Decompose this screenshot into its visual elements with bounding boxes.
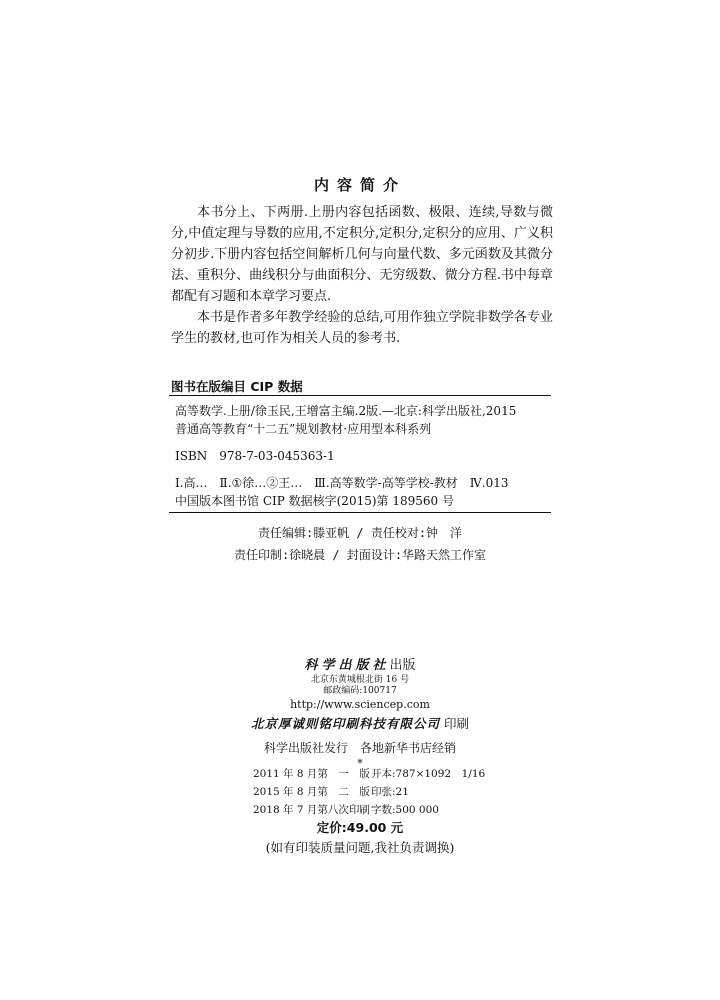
edition-spec: 字数:500 000 (371, 804, 439, 816)
cip-heading: 图书在版编目 CIP 数据 (171, 379, 303, 394)
price: 定价:49.00 元 (316, 820, 404, 835)
edition-spec: 开本:787×1092 1/16 (371, 768, 486, 780)
intro-paragraph: 本书分上、下两册.上册内容包括函数、极限、连续,导数与微分,中值定理与导数的应用,不定积分,定积分,定积分的应用、广义积分初步.下册内容包括空间解析几何与向量代数、多元函数及其微分法、重积分、曲线积分与曲面积分、无穷级数、微分方程.书中每章都配有习题和本章学习要点. (171, 205, 553, 304)
publisher-postcode: 邮政编码:100717 (323, 686, 397, 696)
separator-star: * (357, 757, 363, 770)
intro-paragraph: 本书是作者多年教学经验的总结,可用作独立学院非数学各专业学生的教材,也可作为相关人员的参考书. (171, 310, 553, 346)
printer-suffix: 印刷 (443, 716, 469, 731)
publisher-block (0, 657, 720, 770)
edition-row (253, 801, 485, 819)
publisher-line (0, 657, 720, 675)
edition-spec: 印张:21 (371, 786, 409, 798)
edition-row (253, 783, 485, 801)
cip-bottom-rule (169, 512, 551, 513)
cip-record: 中国版本图书馆 CIP 数据核字(2015)第 189560 号 (175, 494, 454, 508)
cip-isbn: ISBN 978-7-03-045363-1 (175, 449, 335, 463)
edition-date: 2018 年 7 月第八次印刷 (253, 804, 370, 816)
intro-text (171, 202, 553, 349)
cip-block (175, 402, 555, 510)
cip-title-line: 高等数学.上册/徐玉民,王增富主编.2版.—北京:科学出版社,2015 (175, 404, 517, 418)
publisher-name: 科学出版社 (304, 658, 390, 673)
printer-line (0, 713, 720, 735)
publisher-address: 北京东黄城根北街 16 号 (310, 675, 410, 685)
edition-date: 2015 年 8 月第 二 版 (253, 786, 370, 798)
cip-series-line: 普通高等教育“十二五”规划教材·应用型本科系列 (175, 422, 432, 436)
intro-title: 内容简介 (313, 176, 406, 194)
credits-production: 责任印制:徐晓晨 / 封面设计:华路天然工作室 (233, 548, 487, 562)
quality-notice: (如有印装质量问题,我社负责调换) (265, 840, 455, 855)
publisher-url: http://www.sciencep.com (290, 698, 430, 711)
publisher-suffix: 出版 (389, 658, 416, 673)
edition-row (253, 765, 485, 783)
distribution-line: 科学出版社发行 各地新华书店经销 (263, 741, 456, 755)
edition-date: 2011 年 8 月第 一 版 (253, 768, 370, 780)
cip-classification: Ⅰ.高… Ⅱ.①徐…②王… Ⅲ.高等数学-高等学校-教材 Ⅳ.013 (175, 476, 509, 490)
printer-name: 北京厚诚则铭印刷科技有限公司 (250, 716, 440, 731)
cip-top-rule (169, 395, 551, 396)
edition-info (253, 765, 485, 819)
credits (0, 522, 720, 566)
credits-editors: 责任编辑:滕亚帆 / 责任校对:钟 洋 (257, 526, 463, 540)
